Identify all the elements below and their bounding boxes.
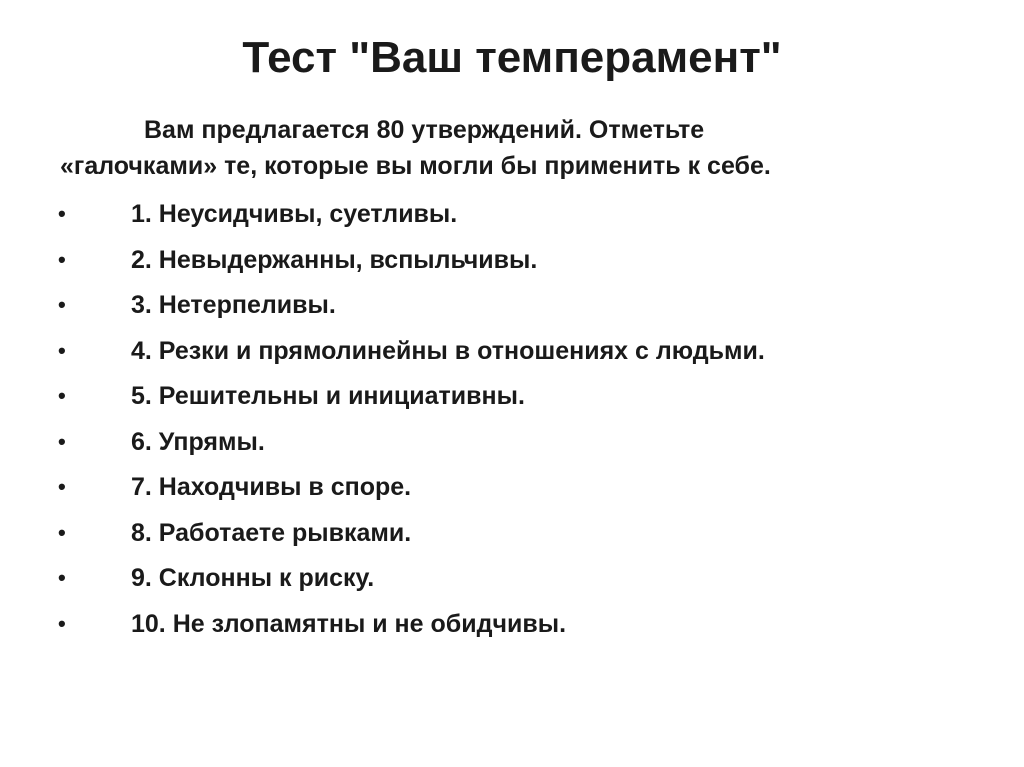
bullet-icon: •: [58, 292, 66, 317]
intro-line-2: «галочками» те, которые вы могли бы применить к себе.: [60, 152, 771, 180]
intro-line-1: Вам предлагается 80 утверждений. Отметьте: [144, 116, 705, 144]
bullet-icon: •: [58, 474, 66, 499]
bullet-icon: •: [58, 383, 66, 408]
intro-paragraph: [60, 112, 960, 184]
list-item: [0, 285, 1024, 331]
bullet-icon: •: [58, 519, 66, 545]
bullet-icon: •: [58, 428, 66, 454]
list-item-text: 5. Решительны и инициативны.: [131, 382, 525, 410]
bullet-icon: •: [58, 565, 66, 590]
slide-title: Тест "Ваш темперамент": [242, 33, 782, 82]
list-item: [0, 513, 1024, 559]
statement-list: [0, 194, 1024, 649]
list-item-text: 2. Невыдержанны, вспыльчивы.: [131, 245, 538, 274]
list-item: [0, 558, 1024, 604]
list-item-text: 1. Неусидчивы, суетливы.: [131, 200, 458, 228]
list-item: [0, 467, 1024, 513]
list-item: [0, 240, 1024, 286]
list-item-text: 7. Находчивы в споре.: [131, 473, 412, 501]
list-item-text: 9. Склонны к риску.: [131, 564, 375, 592]
list-item: [0, 604, 1024, 650]
bullet-icon: •: [58, 610, 66, 636]
list-item: [0, 422, 1024, 468]
list-item: [0, 331, 1024, 377]
bullet-icon: •: [58, 246, 66, 272]
list-item: [0, 194, 1024, 240]
list-item-text: 3. Нетерпеливы.: [131, 291, 336, 319]
bullet-icon: •: [58, 337, 66, 363]
bullet-icon: •: [58, 201, 66, 226]
list-item-text: 6. Упрямы.: [131, 427, 265, 456]
list-item-text: 10. Не злопамятны и не обидчивы.: [131, 609, 567, 638]
list-item-text: 4. Резки и прямолинейны в отношениях с людьми.: [131, 336, 765, 365]
list-item-text: 8. Работаете рывками.: [131, 518, 412, 547]
list-item: [0, 376, 1024, 422]
